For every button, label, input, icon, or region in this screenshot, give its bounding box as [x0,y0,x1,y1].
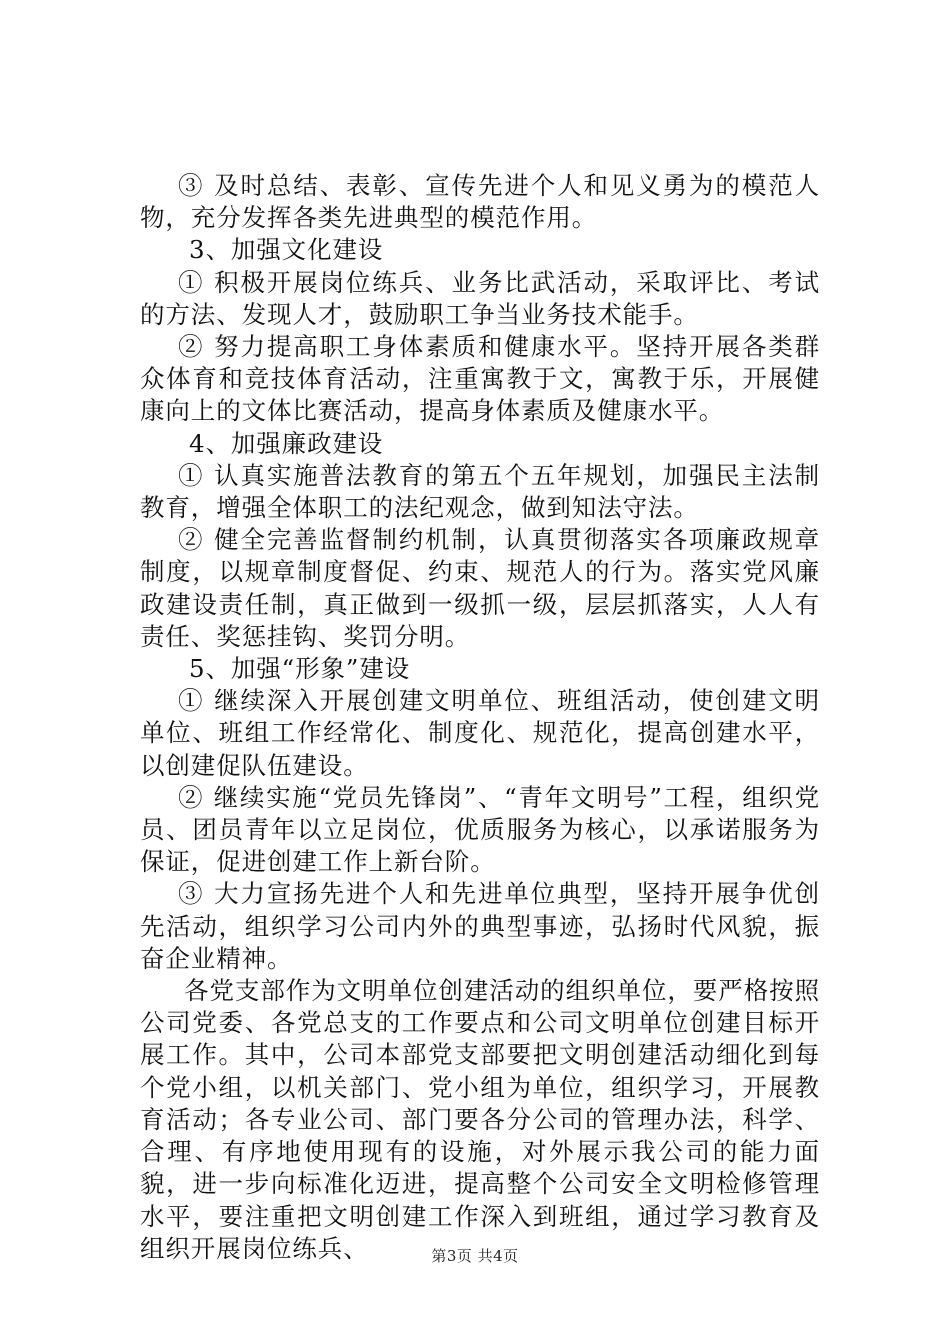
body-paragraph: 各党支部作为文明单位创建活动的组织单位，要严格按照公司党委、各党总支的工作要点和公司文明单位创建目标开展工作。其中，公司本部党支部要把文明创建活动细化到每个党小组，以机关部门、党小组为单位，组织学习，开展教育活动；各专业公司、部门要各分公司的管理办法，科学、合理、有序地使用现有的设施，对外展示我公司的能力面貌，进一步向标准化迈进，提高整个公司安全文明检修管理水平，要注重把文明创建工作深入到班组，通过学习教育及组织开展岗位练兵、 [140,976,820,1263]
section-heading: 3、加强文化建设 [189,235,384,265]
paragraph-item: ① 认真实施普法教育的第五个五年规划，加强民主法制教育，增强全体职工的法纪观念，做到知法守法。 [140,460,820,523]
paragraph-item: ① 继续深入开展创建文明单位、班组活动，使创建文明单位、班组工作经常化、制度化、规范化，提高创建水平，以创建促队伍建设。 [140,686,820,780]
paragraph-item: ② 健全完善监督制约机制，认真贯彻落实各项廉政规章制度，以规章制度督促、约束、规范人的行为。落实党风廉政建设责任制，真正做到一级抓一级，层层抓落实，人人有责任、奖惩挂钩、奖罚分明。 [140,525,820,651]
document-body [140,170,820,1265]
paragraph-item: ① 积极开展岗位练兵、业务比武活动，采取评比、考试的方法、发现人才，鼓励职工争当业务技术能手。 [140,267,820,329]
paragraph-item: ③ 及时总结、表彰、宣传先进个人和见义勇为的模范人物，充分发挥各类先进典型的模范作用。 [140,171,820,233]
paragraph-item: ③ 大力宣扬先进个人和先进单位典型，坚持开展争优创先活动，组织学习公司内外的典型事迹，弘扬时代风貌，振奋企业精神。 [140,879,820,973]
section-heading: 5、加强“形象”建设 [189,654,411,684]
paragraph-item: ② 继续实施“党员先锋岗”、“青年文明号”工程，组织党员、团员青年以立足岗位，优质服务为核心，以承诺服务为保证，促进创建工作上新台阶。 [140,782,820,877]
section-heading: 4、加强廉政建设 [189,428,384,458]
page-number-footer: 第3页 共4页 [431,1247,519,1265]
paragraph-item: ② 努力提高职工身体素质和健康水平。坚持开展各类群众体育和竞技体育活动，注重寓教于文，寓教于乐，开展健康向上的文体比赛活动，提高身体素质及健康水平。 [140,332,820,426]
